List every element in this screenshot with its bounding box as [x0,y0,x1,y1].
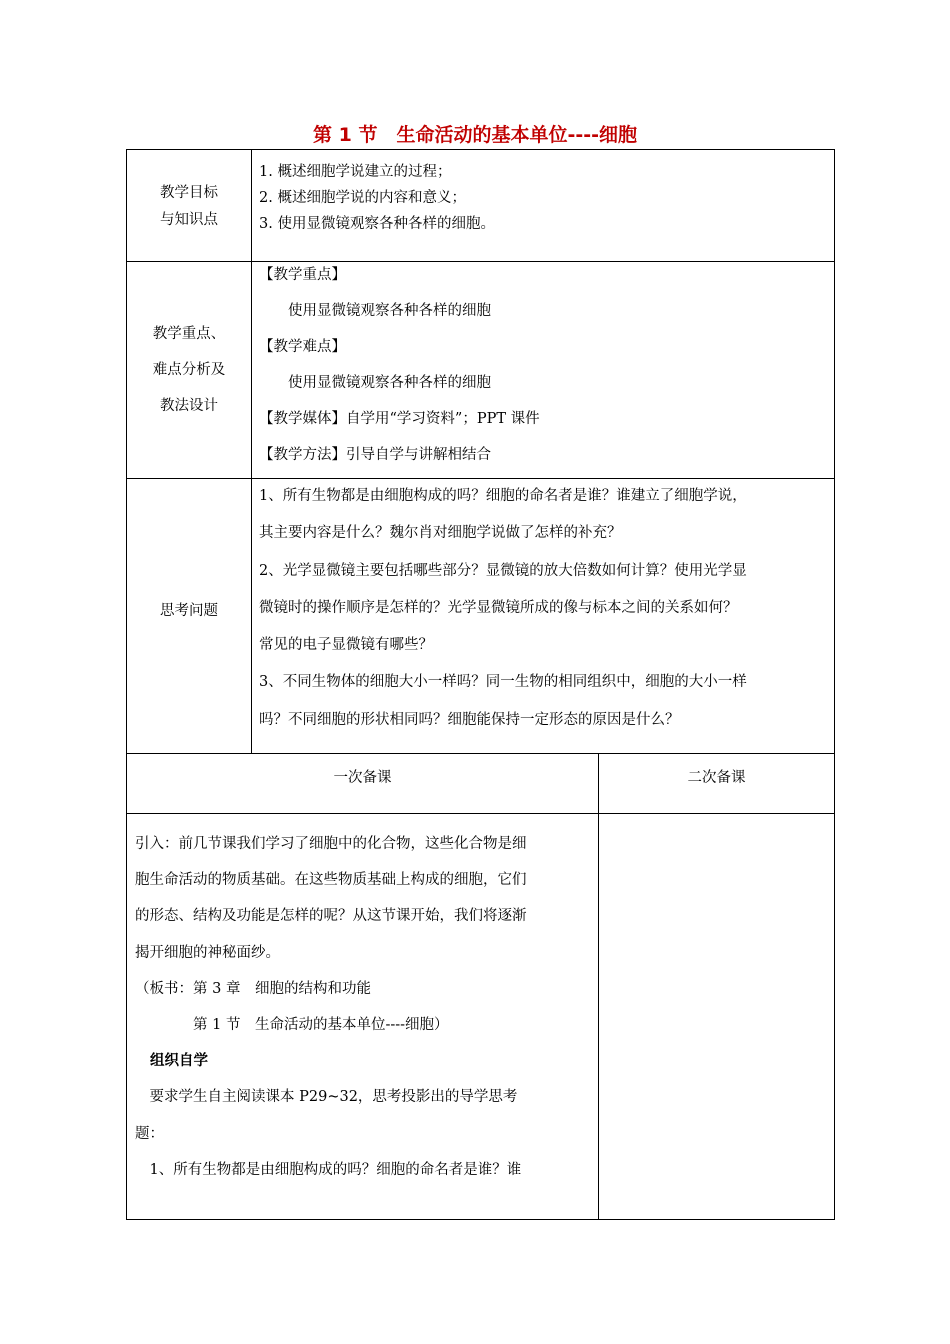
body-line: 第 1 节 生命活动的基本单位----细胞） [135,1017,449,1034]
question-line: 微镜时的操作顺序是怎样的？光学显微镜所成的像与标本之间的关系如何？ [259,599,738,616]
objectives-label-line: 与知识点 [160,212,218,228]
table-border-top [126,149,835,150]
key-points-label-line: 教法设计 [160,398,218,414]
objective-item: 1. 概述细胞学说建立的过程； [259,164,452,180]
objectives-label [127,180,251,234]
objective-item: 2. 概述细胞学说的内容和意义； [259,190,466,206]
key-points-line: 【教学难点】 [259,339,346,355]
key-points-label-line: 教学重点、 [152,326,226,342]
body-line: 题： [135,1125,164,1142]
prep-column-divider [598,753,599,1220]
key-points-label [127,316,251,424]
section-heading: 组织自学 [150,1053,208,1070]
key-points-line: 【教学重点】 [259,267,346,283]
key-points-content [259,257,540,473]
lesson-body [135,826,527,1188]
question-line: 常见的电子显微镜有哪些？ [259,637,433,654]
key-points-line: 【教学方法】引导自学与讲解相结合 [259,447,491,463]
question-line: 1、所有生物都是由细胞构成的吗？细胞的命名者是谁？谁建立了细胞学说， [259,488,747,504]
row-divider [126,753,835,754]
objectives-label-line: 教学目标 [160,185,218,201]
question-line: 3、不同生物体的细胞大小一样吗？同一生物的相同组织中，细胞的大小一样 [259,674,747,691]
label-column-divider [251,149,252,754]
questions-content [259,478,747,739]
body-line: （板书：第 3 章 细胞的结构和功能 [135,980,371,997]
body-line: 的形态、结构及功能是怎样的呢？从这节课开始，我们将逐渐 [135,908,527,925]
question-line: 吗？不同细胞的形状相同吗？细胞能保持一定形态的原因是什么？ [259,711,680,728]
key-points-line: 使用显微镜观察各种各样的细胞 [259,375,491,391]
body-line: 要求学生自主阅读课本 P29~32，思考投影出的导学思考 [135,1089,518,1106]
table-border-bottom [126,1219,835,1220]
page-title: 第 1 节 生命活动的基本单位----细胞 [313,124,637,146]
key-points-line: 使用显微镜观察各种各样的细胞 [259,303,491,319]
row-divider [126,813,835,814]
body-line: 引入：前几节课我们学习了细胞中的化合物，这些化合物是细 [135,836,527,852]
first-prep-header: 一次备课 [333,770,392,786]
question-line: 2、光学显微镜主要包括哪些部分？显微镜的放大倍数如何计算？使用光学显 [259,562,747,579]
body-line: 揭开细胞的神秘面纱。 [135,944,280,961]
table-border-right [834,149,835,1220]
second-prep-header: 二次备课 [687,770,746,786]
key-points-line: 【教学媒体】自学用“学习资料”；PPT 课件 [259,411,540,427]
body-line: 胞生命活动的物质基础。在这些物质基础上构成的细胞，它们 [135,872,527,889]
question-line: 其主要内容是什么？魏尔肖对细胞学说做了怎样的补充？ [259,525,622,542]
table-border-left [126,149,127,1220]
questions-label: 思考问题 [160,603,218,619]
objectives-list [259,159,495,237]
key-points-label-line: 难点分析及 [152,362,226,378]
body-line: 1、所有生物都是由细胞构成的吗？细胞的命名者是谁？谁 [135,1161,522,1178]
objective-item: 3. 使用显微镜观察各种各样的细胞。 [259,216,495,232]
